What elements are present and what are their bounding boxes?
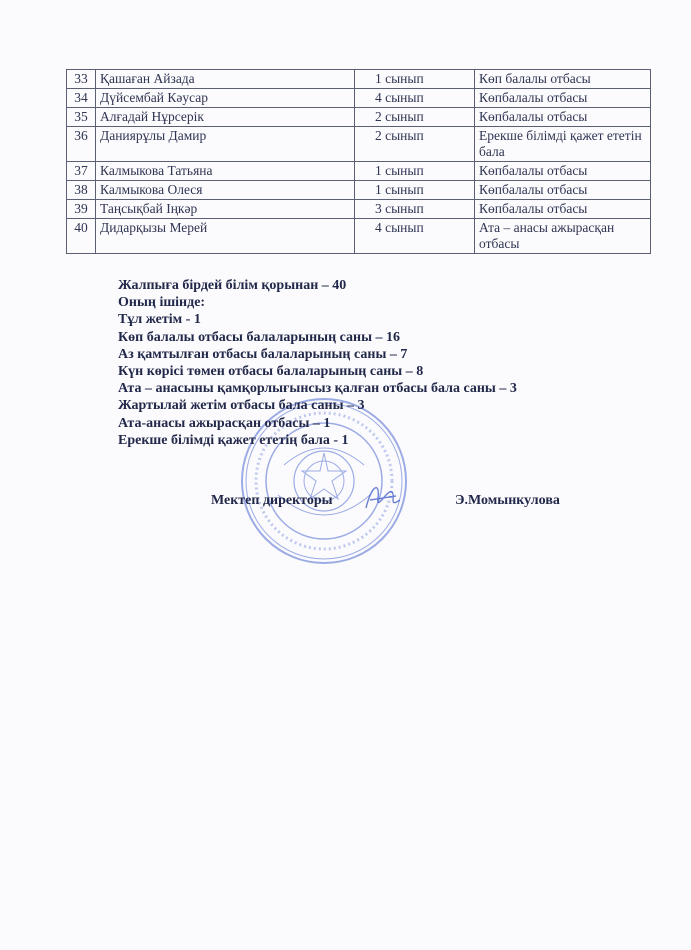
table-row xyxy=(67,108,651,127)
student-name: Таңсықбай Іңкәр xyxy=(96,200,355,219)
summary-line: Күн көрісі төмен отбасы балаларының саны – 8 xyxy=(118,364,424,380)
student-name: Дүйсембай Кәусар xyxy=(96,89,355,108)
signature-icon xyxy=(358,478,408,518)
student-grade: 4 сынып xyxy=(355,219,475,254)
table-row xyxy=(67,162,651,181)
row-number: 38 xyxy=(67,181,96,200)
director-name: Э.Момынкулова xyxy=(455,493,560,508)
row-number: 33 xyxy=(67,70,96,89)
family-category: Көпбалалы отбасы xyxy=(475,162,651,181)
table-row xyxy=(67,89,651,108)
summary-block xyxy=(118,277,517,449)
family-category: Ата – анасы ажырасқан отбасы xyxy=(475,219,651,254)
student-name: Даниярұлы Дамир xyxy=(96,127,355,162)
summary-line: Ерекше білімді қажет ететің бала - 1 xyxy=(118,432,349,448)
students-table xyxy=(66,69,651,254)
director-title: Мектеп директоры xyxy=(211,493,333,508)
family-category: Ерекше білімді қажет ететін бала xyxy=(475,127,651,162)
student-grade: 2 сынып xyxy=(355,108,475,127)
family-category: Көпбалалы отбасы xyxy=(475,200,651,219)
family-category: Көпбалалы отбасы xyxy=(475,89,651,108)
row-number: 36 xyxy=(67,127,96,162)
student-name: Калмыкова Олеся xyxy=(96,181,355,200)
student-name: Алғадай Нұрсерік xyxy=(96,108,355,127)
row-number: 40 xyxy=(67,219,96,254)
student-name: Қашаған Айзада xyxy=(96,70,355,89)
student-grade: 1 сынып xyxy=(355,162,475,181)
row-number: 39 xyxy=(67,200,96,219)
family-category: Көпбалалы отбасы xyxy=(475,181,651,200)
family-category: Көп балалы отбасы xyxy=(475,70,651,89)
table-row xyxy=(67,181,651,200)
table-row xyxy=(67,200,651,219)
table-row xyxy=(67,219,651,254)
summary-subheading: Оның ішінде: xyxy=(118,295,206,311)
student-grade: 1 сынып xyxy=(355,70,475,89)
student-grade: 1 сынып xyxy=(355,181,475,200)
summary-line: Аз қамтылған отбасы балаларының саны – 7 xyxy=(118,346,408,362)
student-grade: 4 сынып xyxy=(355,89,475,108)
student-grade: 2 сынып xyxy=(355,127,475,162)
summary-line: Ата – анасыны қамқорлығынсыз қалған отбасы бала саны – 3 xyxy=(118,381,517,397)
summary-total: Жалпыға бірдей білім қорынан – 40 xyxy=(118,278,347,293)
summary-line: Көп балалы отбасы балаларының саны – 16 xyxy=(118,329,401,345)
summary-line: Тұл жетім - 1 xyxy=(118,312,201,328)
row-number: 37 xyxy=(67,162,96,181)
row-number: 34 xyxy=(67,89,96,108)
summary-line: Жартылай жетім отбасы бала саны – 3 xyxy=(118,398,365,414)
summary-line: Ата-анасы ажырасқан отбасы – 1 xyxy=(118,415,331,431)
student-name: Дидарқызы Мерей xyxy=(96,219,355,254)
table-row xyxy=(67,70,651,89)
family-category: Көпбалалы отбасы xyxy=(475,108,651,127)
student-grade: 3 сынып xyxy=(355,200,475,219)
row-number: 35 xyxy=(67,108,96,127)
student-name: Калмыкова Татьяна xyxy=(96,162,355,181)
table-row xyxy=(67,127,651,162)
